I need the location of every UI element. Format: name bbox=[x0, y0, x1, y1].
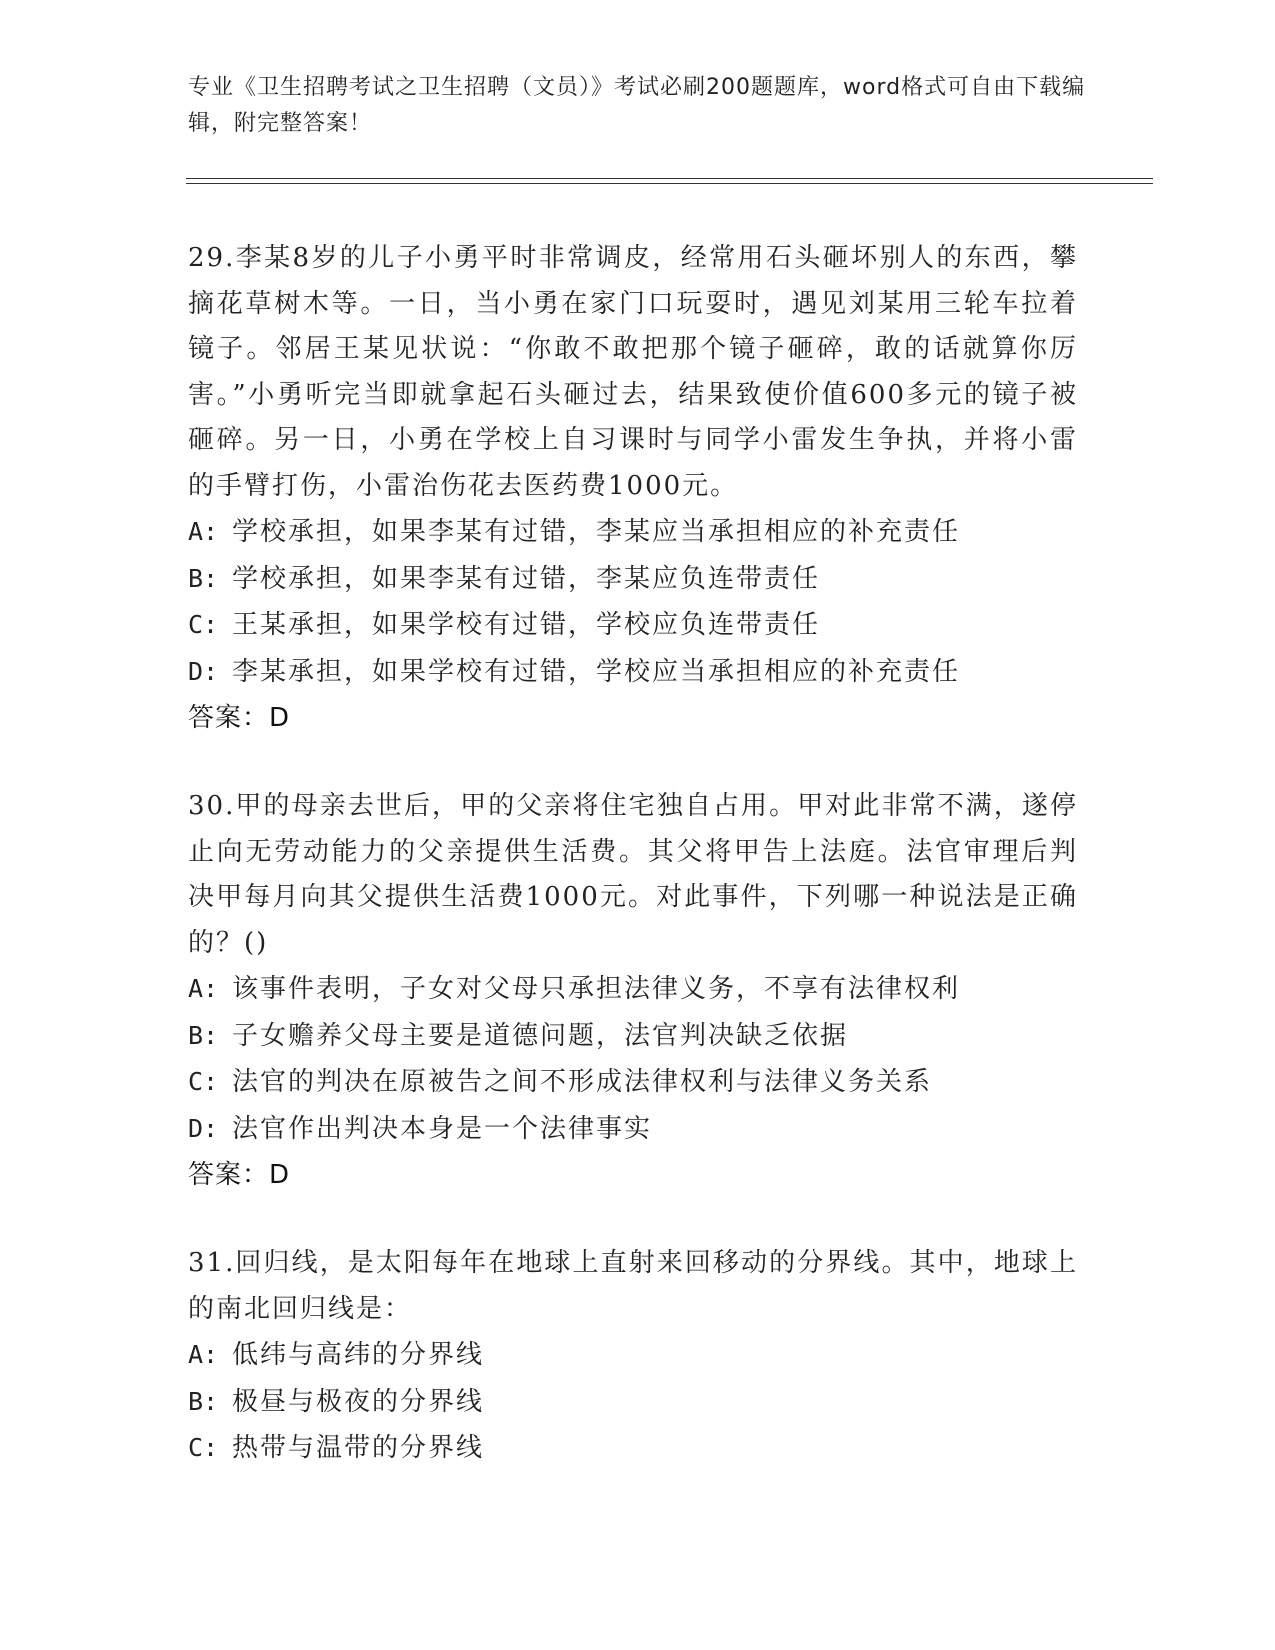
option-b bbox=[188, 556, 1078, 603]
option-text: 学校承担，如果李某有过错，李某应负连带责任 bbox=[232, 563, 821, 594]
option-letter: A: bbox=[188, 974, 219, 1003]
option-letter: C: bbox=[188, 610, 219, 639]
option-letter: C: bbox=[188, 1067, 219, 1096]
option-text: 子女赡养父母主要是道德问题，法官判决缺乏依据 bbox=[232, 1020, 849, 1051]
question-stem: 31.回归线，是太阳每年在地球上直射来回移动的分界线。其中，地球上的南北回归线是： bbox=[188, 1248, 1078, 1324]
question-stem: 30.甲的母亲去世后，甲的父亲将住宅独自占用。甲对此非常不满，遂停止向无劳动能力的父亲提供生活费。其父将甲告上法庭。法官审理后判决甲每月向其父提供生活费1000元。对此事件，下列哪一种说法是正确的？() bbox=[188, 791, 1078, 958]
option-letter: B: bbox=[188, 1020, 219, 1050]
header-intro-text: 专业《卫生招聘考试之卫生招聘（文员）》考试必刷200题题库，word格式可自由下载编辑，附完整答案！ bbox=[188, 75, 1086, 136]
option-letter: D: bbox=[188, 1113, 219, 1143]
header-divider-top bbox=[186, 178, 1153, 179]
question-30 bbox=[188, 784, 1078, 1198]
option-b bbox=[188, 1379, 1078, 1426]
option-a bbox=[188, 966, 1078, 1013]
option-letter: D: bbox=[188, 656, 219, 686]
option-text: 学校承担，如果李某有过错，李某应当承担相应的补充责任 bbox=[232, 517, 961, 547]
option-d bbox=[188, 1106, 1078, 1153]
option-d bbox=[188, 649, 1078, 696]
option-c bbox=[188, 1425, 1078, 1472]
option-text: 该事件表明，子女对父母只承担法律义务，不享有法律权利 bbox=[232, 974, 961, 1004]
option-text: 法官的判决在原被告之间不形成法律权利与法律义务关系 bbox=[232, 1067, 933, 1097]
option-c bbox=[188, 602, 1078, 649]
option-text: 李某承担，如果学校有过错，学校应当承担相应的补充责任 bbox=[232, 656, 961, 687]
question-31 bbox=[188, 1241, 1078, 1472]
option-a bbox=[188, 1332, 1078, 1379]
option-letter: C: bbox=[188, 1433, 219, 1462]
document-header bbox=[188, 70, 1088, 142]
option-text: 王某承担，如果学校有过错，学校应负连带责任 bbox=[232, 610, 821, 640]
option-letter: B: bbox=[188, 1386, 219, 1416]
answer-line: 答案：D bbox=[188, 703, 291, 733]
option-text: 热带与温带的分界线 bbox=[232, 1433, 485, 1463]
question-stem: 29.李某8岁的儿子小勇平时非常调皮，经常用石头砸坏别人的东西，攀摘花草树木等。一日，当小勇在家门口玩耍时，遇见刘某用三轮车拉着镜子。邻居王某见状说：“你敢不敢把那个镜子砸碎，敢的话就算你厉害。”小勇听完当即就拿起石头砸过去，结果致使价值600多元的镜子被砸碎。另一日，小勇在学校上自习课时与同学小雷发生争执，并将小雷的手臂打伤，小雷治伤花去医药费1000元。 bbox=[188, 243, 1078, 501]
header-divider-bottom bbox=[186, 183, 1153, 184]
option-text: 低纬与高纬的分界线 bbox=[232, 1340, 485, 1370]
option-b bbox=[188, 1013, 1078, 1060]
option-c bbox=[188, 1059, 1078, 1106]
question-list bbox=[188, 236, 1078, 1515]
option-a bbox=[188, 509, 1078, 556]
option-letter: B: bbox=[188, 563, 219, 593]
option-text: 极昼与极夜的分界线 bbox=[232, 1386, 485, 1417]
option-letter: A: bbox=[188, 1340, 219, 1369]
question-29 bbox=[188, 236, 1078, 741]
option-letter: A: bbox=[188, 517, 219, 546]
option-text: 法官作出判决本身是一个法律事实 bbox=[232, 1113, 653, 1144]
answer-line: 答案：D bbox=[188, 1160, 291, 1190]
